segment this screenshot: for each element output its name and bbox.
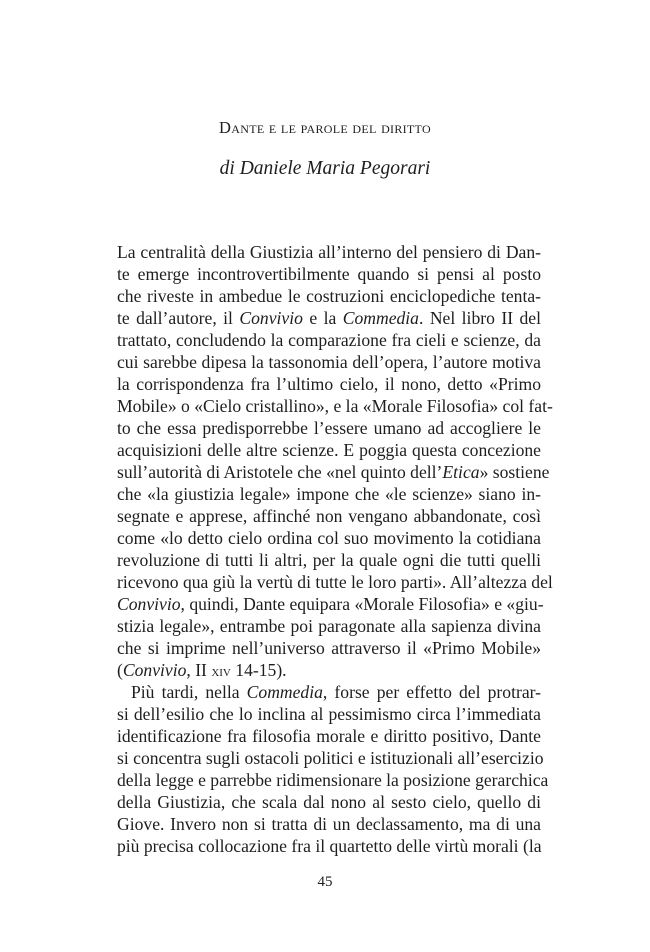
text-line: che riveste in ambedue le costruzioni enciclopediche tenta- [117,286,541,306]
text-line: si concentra sugli ostacoli politici e istituzionali all’esercizio [117,748,544,768]
work-title: Convivio [117,594,181,614]
text-line: (Convivio, II xiv 14-15). [117,660,287,680]
work-title: Commedia [342,308,419,328]
text-line: Convivio, quindi, Dante equipara «Morale Filosofia» e «giu- [117,594,544,614]
text-line: segnate e apprese, affinché non vengano abbandonate, così [117,506,541,526]
text-line: Più tardi, nella Commedia, forse per effetto del protrar- [131,682,542,702]
text-line: che «la giustizia legale» impone che «le scienze» siano in- [117,484,541,504]
text-line: cui sarebbe dipesa la tassonomia dell’opera, l’autore motiva [117,352,541,372]
text-line: La centralità della Giustizia all’interno del pensiero di Dan- [117,242,541,262]
text-line: si dell’esilio che lo inclina al pessimismo circa l’immediata [117,704,541,724]
text-line: che si imprime nell’universo attraverso il «Primo Mobile» [117,638,541,658]
roman-numeral: xiv [211,663,231,680]
text-line: più precisa collocazione fra il quartetto delle virtù morali (la [117,836,542,856]
text-line: acquisizioni delle altre scienze. E poggia questa concezione [117,440,541,460]
work-title: Convivio [122,660,187,680]
text-line: la corrispondenza fra l’ultimo cielo, il nono, detto «Primo [117,374,541,394]
text-line: to che essa predisporrebbe l’essere umano ad accogliere le [117,418,541,438]
work-title: Convivio [239,308,303,328]
text-line: ricevono qua giù la vertù di tutte le loro parti». All’altezza del [117,572,553,592]
work-title: Commedia [246,682,323,702]
chapter-author: di Daniele Maria Pegorari [219,158,431,179]
text-line: Giove. Invero non si tratta di un declassamento, ma di una [117,814,541,834]
text-line: revoluzione di tutti li altri, per la quale ogni die tutti quelli [117,550,541,570]
text-line: te dall’autore, il Convivio e la Commedia. Nel libro II del [117,308,541,328]
text-line: stizia legale», entrambe poi paragonate alla sapienza divina [117,616,541,636]
body-text [117,241,553,857]
work-title: Etica [442,462,480,482]
chapter-title: Dante e le parole del diritto [219,118,431,137]
text-line: trattato, concludendo la comparazione fra cieli e scienze, da [117,330,541,350]
text-line: te emerge incontrovertibilmente quando si pensi al posto [117,264,541,284]
page-number: 45 [317,874,333,890]
text-line: come «lo detto cielo ordina col suo movimento la cotidiana [117,528,541,548]
text-line: della legge e parrebbe ridimensionare la posizione gerarchica [117,770,549,790]
text-line: Mobile» o «Cielo cristallino», e la «Morale Filosofia» col fat- [117,396,553,416]
text-line: sull’autorità di Aristotele che «nel quinto dell’Etica» sostiene [117,462,550,482]
text-line: della Giustizia, che scala dal nono al sesto cielo, quello di [117,792,541,812]
text-line: identificazione fra filosofia morale e diritto positivo, Dante [117,726,541,746]
